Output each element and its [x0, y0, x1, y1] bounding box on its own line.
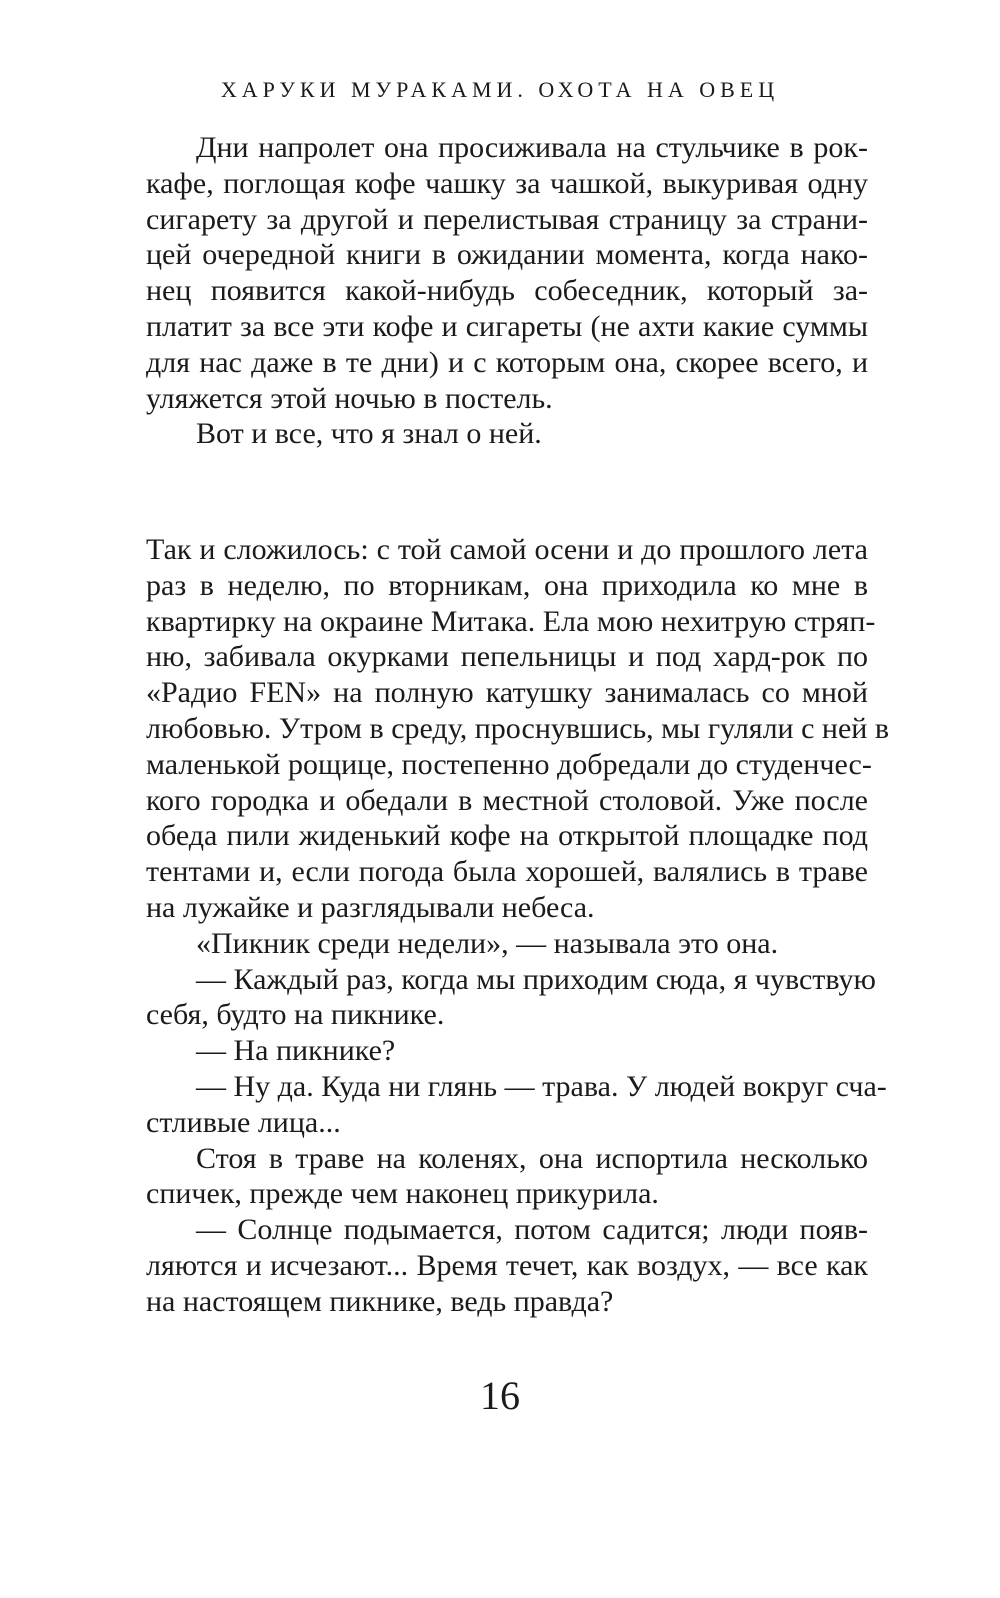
text-line: Вот и все, что я знал о ней. — [196, 417, 542, 451]
text-line: спичек, прежде чем наконец прикурила. — [146, 1177, 659, 1211]
text-line: ню, забивала окурками пепельницы и под хард-рок по — [146, 640, 868, 674]
text-line: маленькой рощице, постепенно добредали до студенчес- — [146, 747, 872, 781]
text-line: — Ну да. Куда ни глянь — трава. У людей вокруг сча- — [196, 1069, 887, 1103]
text-line: — На пикнике? — [196, 1034, 396, 1068]
text-line: себя, будто на пикнике. — [146, 998, 445, 1032]
text-line: цей очередной книги в ожидании момента, когда нако- — [146, 238, 868, 272]
text-line: раз в неделю, по вторникам, она приходила ко мне в — [146, 568, 868, 602]
text-line: — Солнце подымается, потом садится; люди появ- — [196, 1213, 868, 1247]
text-line: любовью. Утром в среду, проснувшись, мы гуляли с ней в — [146, 711, 890, 745]
text-line: кого городка и обедали в местной столовой. Уже после — [146, 783, 868, 817]
text-line: для нас даже в те дни) и с которым она, скорее всего, и — [146, 345, 868, 379]
text-line: платит за все эти кофе и сигареты (не ахти какие суммы — [146, 309, 868, 343]
text-line: кафе, поглощая кофе чашку за чашкой, выкуривая одну — [146, 166, 868, 200]
text-line: стливые лица... — [146, 1105, 341, 1139]
text-line: тентами и, если погода была хорошей, валялись в траве — [146, 855, 868, 889]
paragraph-block-2 — [146, 532, 890, 1320]
text-line: — Каждый раз, когда мы приходим сюда, я чувствую — [196, 962, 876, 996]
page-number: 16 — [480, 1373, 520, 1418]
text-line: «Радио FEN» на полную катушку занималась со мной — [146, 676, 868, 710]
text-line: «Пикник среди недели», — называла это она. — [196, 926, 779, 960]
running-head: ХАРУКИ МУРАКАМИ. ОХОТА НА ОВЕЦ — [220, 77, 780, 102]
text-line: Так и сложилось: с той самой осени и до прошлого лета — [146, 533, 868, 566]
text-line: нец появится какой-нибудь собеседник, который за- — [146, 274, 868, 308]
text-line: уляжется этой ночью в постель. — [146, 381, 553, 415]
text-line: ляются и исчезают... Время течет, как воздух, — все как — [146, 1248, 868, 1282]
text-line: Стоя в траве на коленях, она испортила несколько — [196, 1141, 868, 1175]
text-line: квартирку на окраине Митака. Ела мою нехитрую стряп- — [146, 604, 876, 638]
text-line: Дни напролет она просиживала на стульчике в рок- — [196, 131, 868, 164]
text-line: на лужайке и разглядывали небеса. — [146, 890, 595, 924]
text-line: сигарету за другой и перелистывая страницу за страни- — [146, 202, 868, 236]
paragraph-block-1 — [146, 130, 868, 452]
text-line: на настоящем пикнике, ведь правда? — [146, 1284, 614, 1318]
text-line: обеда пили жиденький кофе на открытой площадке под — [146, 819, 868, 853]
